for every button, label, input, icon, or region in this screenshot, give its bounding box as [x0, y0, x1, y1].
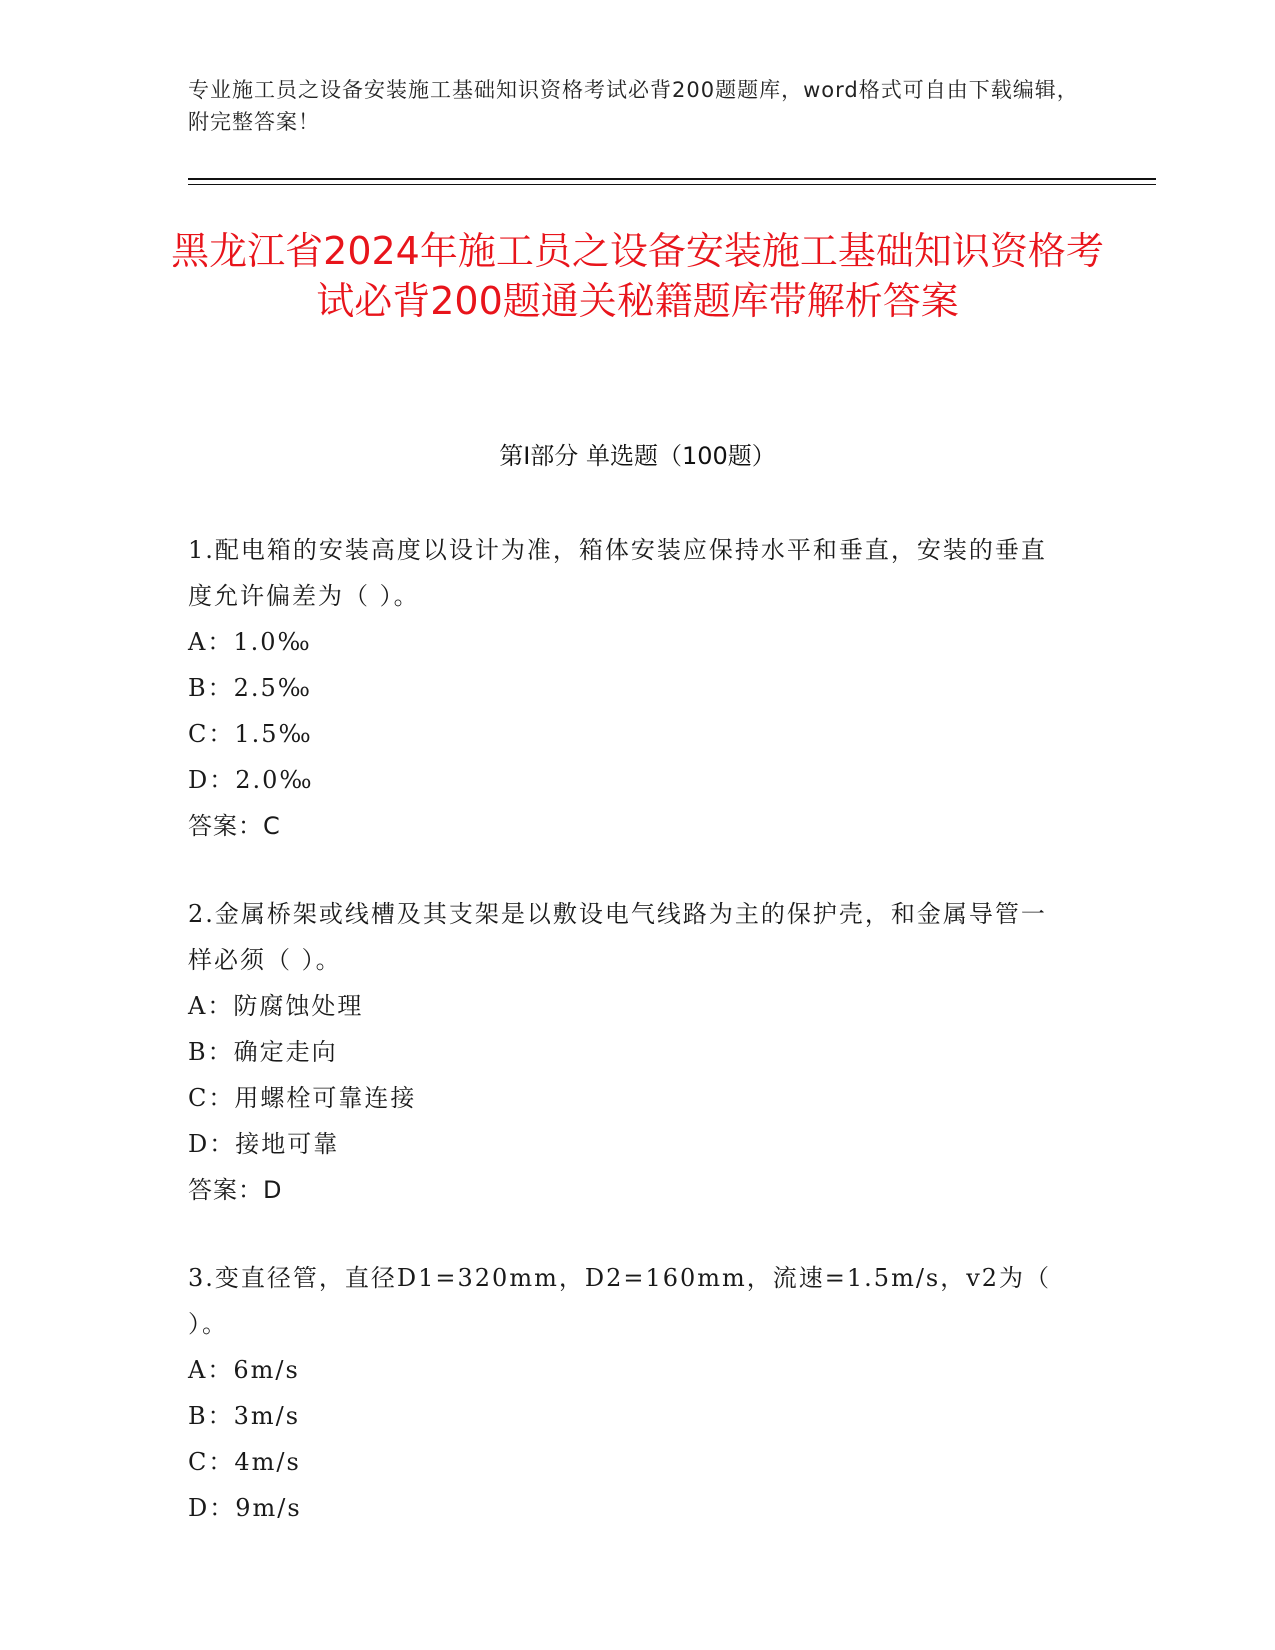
option-d: D：接地可靠	[188, 1130, 340, 1158]
option-a: A：防腐蚀处理	[188, 992, 364, 1020]
question-2	[188, 891, 1068, 1213]
option-a: A：6m/s	[188, 1356, 300, 1384]
option-c: C：1.5‰	[188, 720, 313, 748]
header-note: 专业施工员之设备安装施工基础知识资格考试必背200题题库，word格式可自由下载编辑，附完整答案！	[188, 78, 1079, 134]
header-divider-thick	[188, 178, 1156, 180]
option-b: B：3m/s	[188, 1402, 301, 1430]
answer: 答案：D	[188, 1176, 283, 1204]
option-c: C：用螺栓可靠连接	[188, 1084, 417, 1112]
option-b: B：2.5‰	[188, 674, 313, 702]
question-stem: 3.变直径管，直径D1=320mm，D2=160mm，流速=1.5m/s，v2为（ ）。	[188, 1264, 1052, 1338]
question-stem: 1.配电箱的安装高度以设计为准，箱体安装应保持水平和垂直，安装的垂直度允许偏差为（ ）。	[188, 536, 1047, 610]
question-1	[188, 527, 1068, 849]
answer: 答案：C	[188, 812, 281, 840]
question-3	[188, 1255, 1068, 1531]
section-heading: 第I部分 单选题（100题）	[499, 442, 776, 470]
question-stem: 2.金属桥架或线槽及其支架是以敷设电气线路为主的保护壳，和金属导管一样必须（ ）。	[188, 900, 1047, 974]
header-divider-thin	[188, 184, 1156, 185]
option-a: A：1.0‰	[188, 628, 312, 656]
document-title: 黑龙江省2024年施工员之设备安装施工基础知识资格考试必背200题通关秘籍题库带解析答案	[171, 229, 1104, 323]
option-c: C：4m/s	[188, 1448, 301, 1476]
option-d: D：9m/s	[188, 1494, 302, 1522]
option-b: B：确定走向	[188, 1038, 338, 1066]
option-d: D：2.0‰	[188, 766, 314, 794]
